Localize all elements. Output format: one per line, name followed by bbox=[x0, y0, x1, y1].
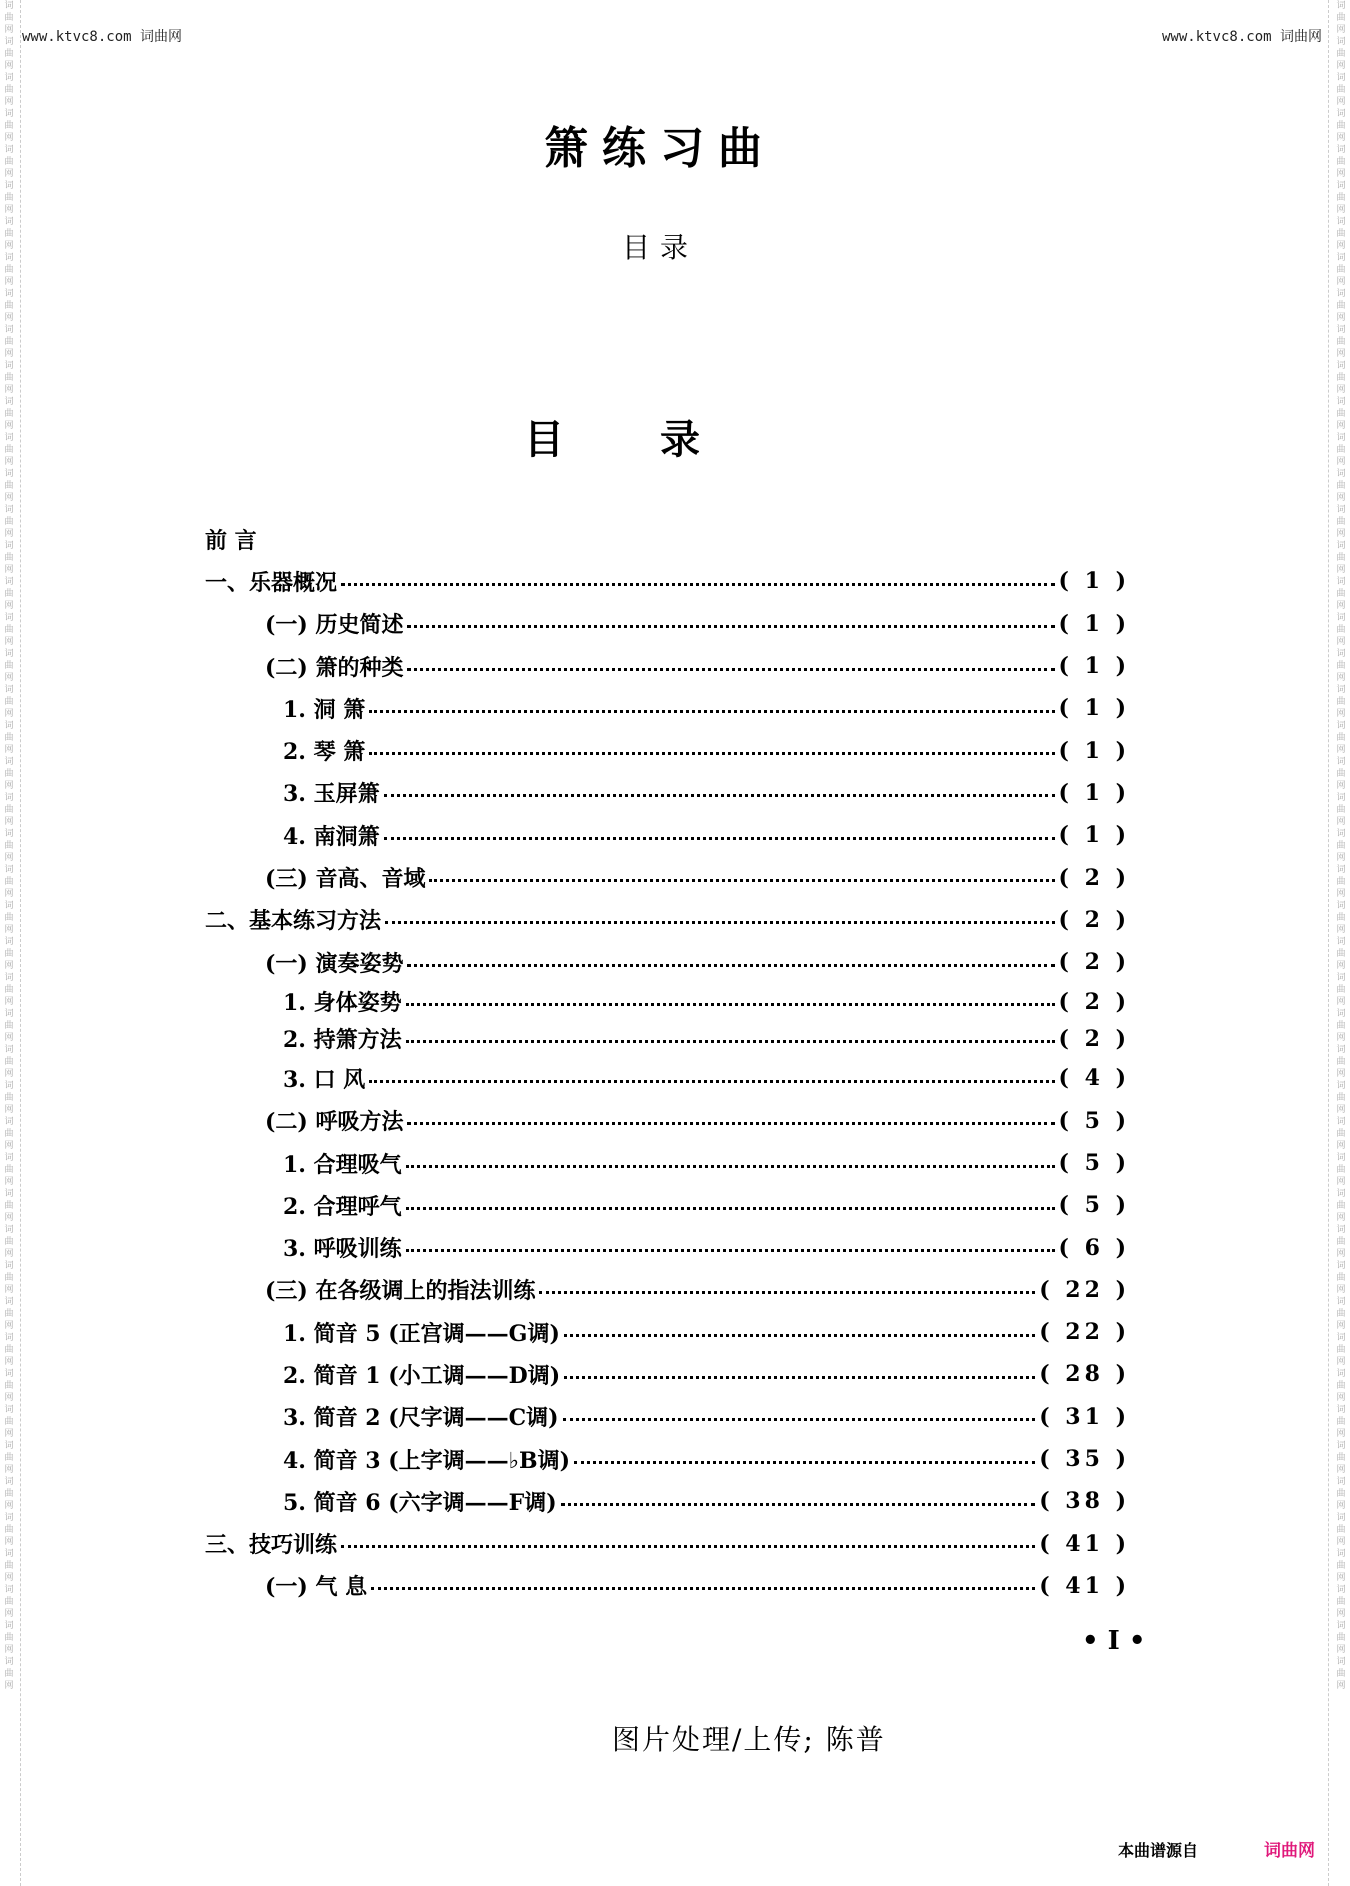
toc-entry bbox=[205, 1142, 1130, 1184]
toc-entry bbox=[205, 560, 1130, 602]
toc-entry-page: ( 28 ) bbox=[1039, 1361, 1130, 1388]
leader-dots bbox=[564, 1334, 1035, 1337]
upload-credit: 图片处理/上传; 陈普 bbox=[612, 1723, 886, 1756]
leader-dots bbox=[341, 1545, 1035, 1548]
table-of-contents bbox=[205, 518, 1130, 1607]
right-border bbox=[1328, 0, 1330, 1886]
leader-dots bbox=[563, 1418, 1036, 1421]
toc-entry-page: ( 1 ) bbox=[1058, 610, 1130, 637]
toc-entry-label: 2. 持箫方法 bbox=[283, 1027, 402, 1054]
leader-dots bbox=[407, 964, 1054, 967]
leader-dots bbox=[369, 752, 1054, 755]
toc-entry-page: ( 1 ) bbox=[1058, 737, 1130, 764]
toc-entry bbox=[205, 1353, 1130, 1395]
header-left-site[interactable]: www.ktvc8.com 词曲网 bbox=[22, 29, 183, 45]
toc-entry-label: 1. 简音 5 (正宫调——G调) bbox=[283, 1320, 560, 1347]
toc-entry bbox=[205, 856, 1130, 898]
toc-entry-page: ( 4 ) bbox=[1058, 1065, 1130, 1092]
toc-entry bbox=[205, 941, 1130, 983]
leader-dots bbox=[561, 1503, 1036, 1506]
toc-entry-label: 2. 琴 箫 bbox=[283, 739, 366, 766]
toc-entry bbox=[205, 814, 1130, 856]
leader-dots bbox=[384, 837, 1055, 840]
leader-dots bbox=[384, 794, 1055, 797]
toc-entry-label: (一) 历史简述 bbox=[265, 612, 404, 639]
toc-entry-page: ( 41 ) bbox=[1039, 1572, 1130, 1599]
toc-entry-label: 2. 简音 1 (小工调——D调) bbox=[283, 1362, 561, 1389]
toc-entry-page: ( 41 ) bbox=[1039, 1530, 1130, 1557]
leader-dots bbox=[371, 1587, 1035, 1590]
toc-entry-page: ( 5 ) bbox=[1058, 1192, 1130, 1219]
leader-dots bbox=[406, 1207, 1055, 1210]
toc-entry-label: 4. 简音 3 (上字调——♭B调) bbox=[283, 1447, 571, 1474]
toc-entry bbox=[205, 687, 1130, 729]
toc-entry-page: ( 38 ) bbox=[1039, 1488, 1130, 1515]
toc-entry bbox=[205, 772, 1130, 814]
leader-dots bbox=[385, 921, 1055, 924]
toc-entry bbox=[205, 1311, 1130, 1353]
leader-dots bbox=[564, 1376, 1035, 1379]
left-watermark-strip: 词曲网词曲网词曲网词曲网词曲网词曲网词曲网词曲网词曲网词曲网词曲网词曲网词曲网词曲网词曲网词曲网词曲网词曲网词曲网词曲网词曲网词曲网词曲网词曲网词曲网词曲网词曲网词曲网词曲网词曲网词曲网词曲网词曲网词曲网词曲网词曲网词曲网词曲网词曲网词曲网词曲网词曲网词曲网词曲网词曲网词曲网词曲网 bbox=[4, 1, 14, 1691]
toc-entry-page: ( 35 ) bbox=[1039, 1446, 1130, 1473]
leader-dots bbox=[369, 710, 1054, 713]
leader-dots bbox=[407, 1122, 1054, 1125]
toc-entry-page: ( 1 ) bbox=[1058, 822, 1130, 849]
toc-entry-label: 前 言 bbox=[205, 527, 257, 554]
toc-entry-label: (三) 在各级调上的指法训练 bbox=[265, 1278, 536, 1305]
toc-entry-label: 4. 南洞箫 bbox=[283, 823, 380, 850]
toc-entry-label: (二) 箫的种类 bbox=[265, 654, 404, 681]
toc-entry-page: ( 5 ) bbox=[1058, 1150, 1130, 1176]
leader-dots bbox=[406, 1165, 1055, 1168]
toc-entry bbox=[205, 1184, 1130, 1226]
toc-entry-label: 3. 玉屏箫 bbox=[283, 781, 380, 808]
left-border bbox=[20, 0, 22, 1886]
toc-entry-page: ( 31 ) bbox=[1039, 1403, 1130, 1430]
toc-entry-page: ( 2 ) bbox=[1058, 949, 1130, 976]
toc-entry bbox=[205, 1057, 1130, 1099]
toc-entry-label: 1. 身体姿势 bbox=[283, 990, 402, 1017]
page-number: • I • bbox=[1082, 1626, 1146, 1656]
toc-entry bbox=[205, 1480, 1130, 1522]
toc-entry-label: 一、乐器概况 bbox=[205, 569, 338, 596]
toc-entry bbox=[205, 1396, 1130, 1438]
toc-entry-label: (一) 演奏姿势 bbox=[265, 950, 404, 977]
leader-dots bbox=[407, 625, 1054, 628]
toc-entry-label: 3. 呼吸训练 bbox=[283, 1236, 402, 1263]
subtitle: 目录 bbox=[621, 231, 698, 264]
toc-entry bbox=[205, 1226, 1130, 1268]
toc-entry bbox=[205, 645, 1130, 687]
right-watermark-strip: 词曲网词曲网词曲网词曲网词曲网词曲网词曲网词曲网词曲网词曲网词曲网词曲网词曲网词曲网词曲网词曲网词曲网词曲网词曲网词曲网词曲网词曲网词曲网词曲网词曲网词曲网词曲网词曲网词曲网词曲网词曲网词曲网词曲网词曲网词曲网词曲网词曲网词曲网词曲网词曲网词曲网词曲网词曲网词曲网词曲网词曲网词曲网 bbox=[1336, 1, 1346, 1691]
leader-dots bbox=[429, 879, 1054, 882]
toc-entry bbox=[205, 518, 1130, 560]
toc-entry bbox=[205, 1565, 1130, 1607]
toc-entry bbox=[205, 1438, 1130, 1480]
leader-dots bbox=[539, 1291, 1035, 1294]
leader-dots bbox=[574, 1461, 1035, 1464]
toc-entry bbox=[205, 729, 1130, 771]
toc-entry-label: 3. 口 风 bbox=[283, 1066, 366, 1093]
footer-source-label: 本曲谱源自 bbox=[1118, 1841, 1199, 1860]
toc-entry-page: ( 22 ) bbox=[1039, 1276, 1130, 1303]
toc-entry-label: (二) 呼吸方法 bbox=[265, 1109, 404, 1136]
leader-dots bbox=[369, 1080, 1054, 1083]
toc-entry-label: 5. 简音 6 (六字调——F调) bbox=[283, 1489, 557, 1516]
leader-dots bbox=[406, 1040, 1055, 1043]
toc-entry-page: ( 1 ) bbox=[1058, 695, 1130, 722]
toc-entry-label: 2. 合理呼气 bbox=[283, 1193, 402, 1220]
leader-dots bbox=[341, 583, 1055, 586]
toc-entry-page: ( 1 ) bbox=[1058, 653, 1130, 680]
toc-entry-label: 三、技巧训练 bbox=[205, 1532, 338, 1559]
toc-entry bbox=[205, 983, 1130, 1020]
book-title: 箫练习曲 bbox=[544, 123, 776, 174]
header-right-site[interactable]: www.ktvc8.com 词曲网 bbox=[1161, 29, 1322, 45]
toc-entry-page: ( 6 ) bbox=[1058, 1234, 1130, 1261]
toc-entry-page: ( 2 ) bbox=[1058, 864, 1130, 891]
toc-entry bbox=[205, 899, 1130, 941]
toc-entry bbox=[205, 1020, 1130, 1057]
toc-entry-page: ( 2 ) bbox=[1058, 1025, 1130, 1052]
toc-entry bbox=[205, 1523, 1130, 1565]
toc-entry bbox=[205, 603, 1130, 645]
toc-entry-page: ( 2 ) bbox=[1058, 906, 1130, 933]
toc-entry-label: 1. 合理吸气 bbox=[283, 1151, 402, 1178]
toc-entry-label: 3. 简音 2 (尺字调——C调) bbox=[283, 1405, 559, 1432]
leader-dots bbox=[407, 668, 1054, 671]
toc-entry bbox=[205, 1269, 1130, 1311]
leader-dots bbox=[406, 1249, 1055, 1252]
toc-entry bbox=[205, 1100, 1130, 1142]
toc-entry-label: 1. 洞 箫 bbox=[283, 696, 366, 723]
footer-site-link[interactable]: 词曲网 bbox=[1264, 1841, 1315, 1861]
toc-entry-label: 二、基本练习方法 bbox=[205, 908, 382, 935]
toc-entry-page: ( 1 ) bbox=[1058, 568, 1130, 595]
leader-dots bbox=[406, 1003, 1055, 1006]
toc-entry-page: ( 22 ) bbox=[1039, 1319, 1130, 1346]
toc-heading: 目录 bbox=[524, 416, 796, 463]
toc-entry-page: ( 1 ) bbox=[1058, 779, 1130, 806]
toc-entry-label: (一) 气 息 bbox=[265, 1574, 368, 1601]
toc-entry-page: ( 2 ) bbox=[1058, 988, 1130, 1015]
toc-entry-label: (三) 音高、音域 bbox=[265, 866, 426, 893]
toc-entry-page: ( 5 ) bbox=[1058, 1107, 1130, 1134]
